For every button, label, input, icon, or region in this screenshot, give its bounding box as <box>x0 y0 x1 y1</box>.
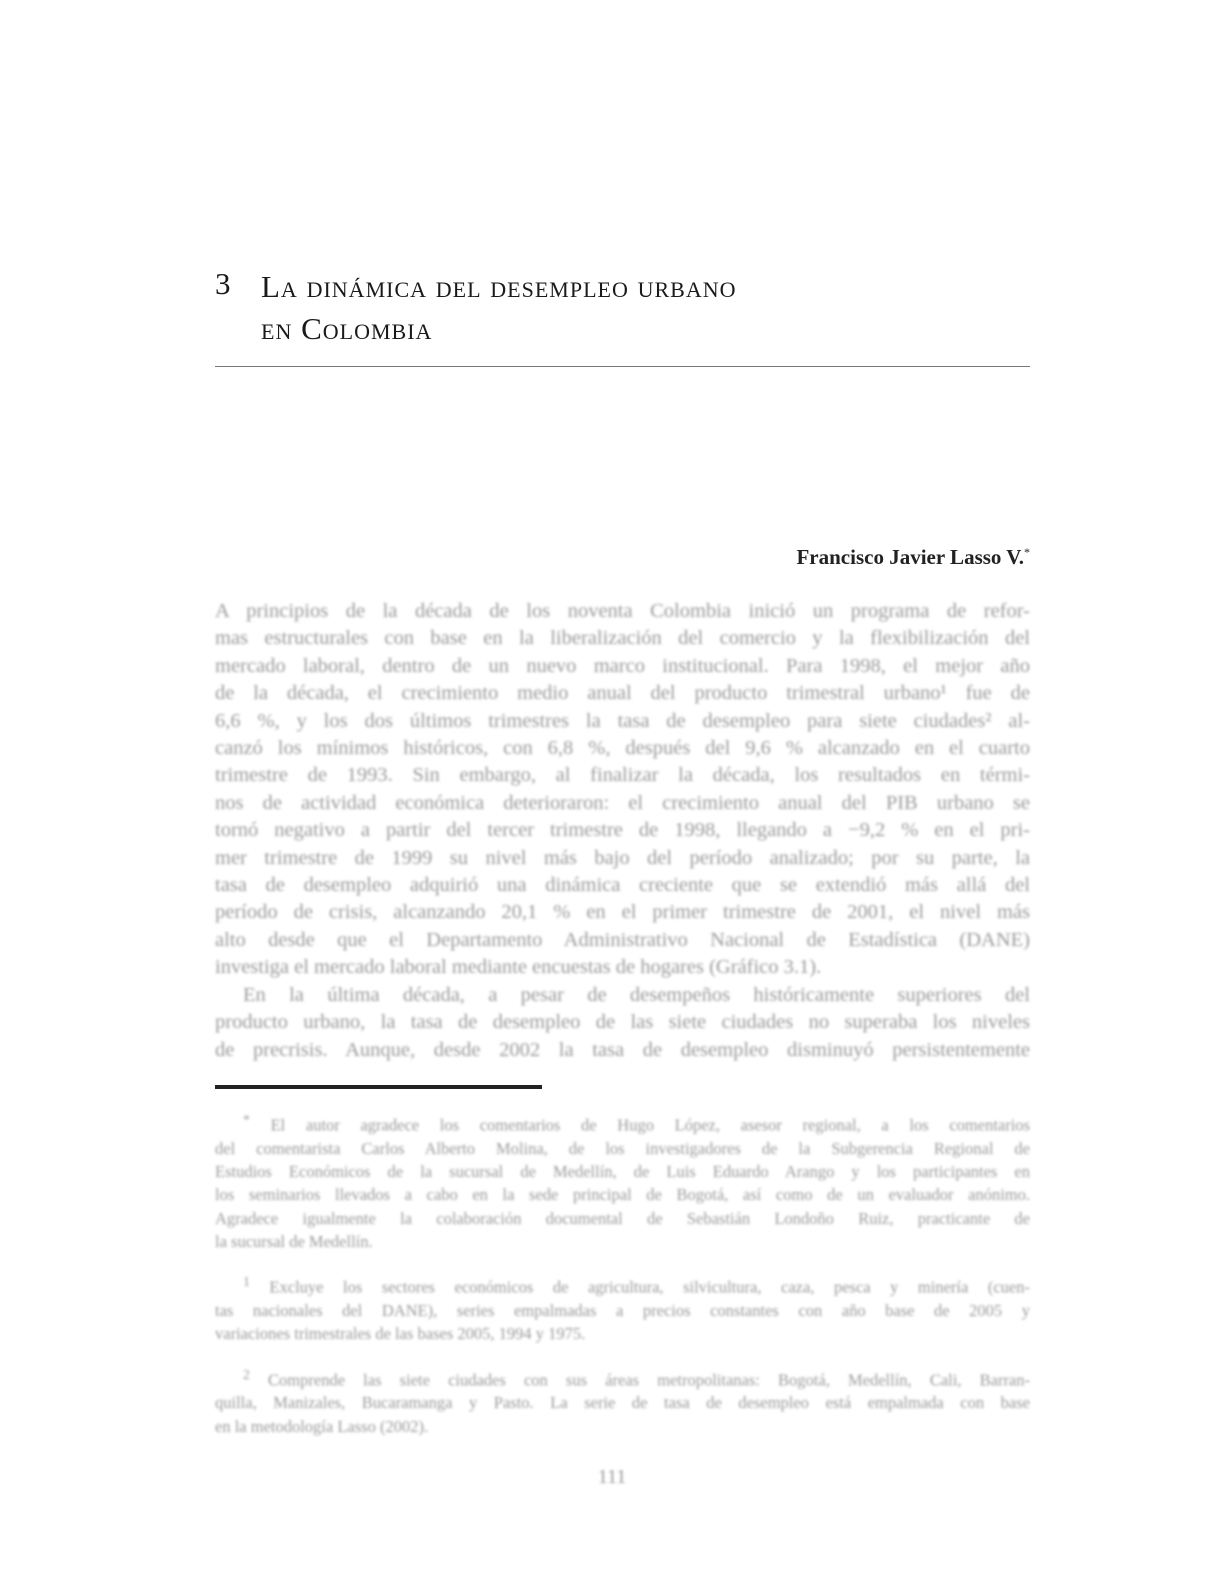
text-line: tasa de desempleo adquirió una dinámica creciente que se extendió más allá del <box>215 874 1030 897</box>
footnote <box>215 1270 1030 1345</box>
text-line: A principios de la década de los noventa Colombia inició un programa de refor- <box>215 600 1030 622</box>
footnote-rule <box>215 1085 542 1089</box>
text-line: de la década, el crecimiento medio anual del producto trimestral urbano¹ fue de <box>215 682 1030 705</box>
text-line: producto urbano, la tasa de desempleo de las siete ciudades no superaba los niveles <box>215 1011 1030 1034</box>
footnote-line <box>215 1108 1030 1137</box>
footnote-line: los seminarios llevados a cabo en la sede principal de Bogotá, así como de un evaluador anónimo. <box>215 1185 1030 1205</box>
footnote-line: Agradece igualmente la colaboración documental de Sebastián Londoño Ruiz, practicante de <box>215 1208 1030 1228</box>
footnote-line: variaciones trimestrales de las bases 2005, 1994 y 1975. <box>215 1324 586 1344</box>
text-line: período de crisis, alcanzando 20,1 % en el primer trimestre de 2001, el nivel más <box>215 901 1030 924</box>
footnote-mark: * <box>243 1112 250 1127</box>
text-line: mer trimestre de 1999 su nivel más bajo del período analizado; por su parte, la <box>215 846 1030 869</box>
footnote-text: El autor agradece los comentarios de Hugo López, asesor regional, a los comentarios <box>270 1115 1030 1135</box>
text-line: alto desde que el Departamento Administrativo Nacional de Estadística (DANE) <box>215 928 1030 951</box>
page-number: 111 <box>597 1466 627 1488</box>
footnote-line: tas nacionales del DANE), series empalmadas a precios constantes con año base de 2005 y <box>215 1301 1030 1321</box>
heading-rule <box>215 366 1030 367</box>
footnote-mark: 2 <box>243 1366 250 1382</box>
author-footnote-mark: * <box>1024 545 1030 559</box>
text-line: trimestre de 1993. Sin embargo, al finalizar la década, los resultados en térmi- <box>215 764 1030 787</box>
footnote-line: la sucursal de Medellín. <box>215 1231 373 1251</box>
text-line: nos de actividad económica deterioraron: el crecimiento anual del PIB urbano se <box>215 791 1030 814</box>
footnote-text: Excluye los sectores económicos de agricultura, silvicultura, caza, pesca y minería (cuen- <box>269 1277 1030 1297</box>
footnote-text: Comprende las siete ciudades con sus áreas metropolitanas: Bogotá, Medellín, Cali, Barran- <box>268 1370 1030 1390</box>
footnotes <box>215 1108 1030 1455</box>
footnote-line: Estudios Económicos de la sucursal de Medellín, de Luis Eduardo Arango y los participantes en <box>215 1162 1030 1182</box>
text-line: canzó los mínimos históricos, con 6,8 %, después del 9,6 % alcanzado en el cuarto <box>215 737 1030 760</box>
footnote <box>215 1363 1030 1438</box>
paragraph <box>215 598 1030 982</box>
footnote-mark: 1 <box>243 1274 250 1290</box>
paragraph <box>215 982 1030 1064</box>
body-text <box>215 598 1030 1064</box>
footnote <box>215 1108 1030 1253</box>
chapter-title-line: en Colombia <box>261 311 433 346</box>
chapter-title-line: La dinámica del desempleo urbano <box>261 269 737 304</box>
text-line: mercado laboral, dentro de un nuevo marco institucional. Para 1998, el mejor año <box>215 654 1030 677</box>
footnote-line <box>215 1270 1030 1299</box>
text-line: investiga el mercado laboral mediante encuestas de hogares (Gráfico 3.1). <box>215 956 822 979</box>
text-line: de precrisis. Aunque, desde 2002 la tasa de desempleo disminuyó persistentemente <box>215 1038 1030 1061</box>
text-line: mas estructurales con base en la liberalización del comercio y la flexibilización del <box>215 627 1030 650</box>
text-line: tornó negativo a partir del tercer trimestre de 1998, llegando a −9,2 % en el pri- <box>215 819 1030 842</box>
text-line: 6,6 %, y los dos últimos trimestres la tasa de desempleo para siete ciudades² al- <box>215 709 1030 732</box>
footnote-line: quilla, Manizales, Bucaramanga y Pasto. La serie de tasa de desempleo está empalmada con base <box>215 1393 1030 1413</box>
author-name <box>796 545 1030 570</box>
chapter-number: 3 <box>215 266 232 301</box>
author-text: Francisco Javier Lasso V. <box>796 545 1024 569</box>
text-line: En la última década, a pesar de desempeños históricamente superiores del <box>243 983 1030 1006</box>
footnote-line: del comentarista Carlos Alberto Molina, de los investigadores de la Subgerencia Regional de <box>215 1138 1030 1158</box>
footnote-line: en la metodología Lasso (2002). <box>215 1416 429 1436</box>
footnote-line <box>215 1363 1030 1392</box>
